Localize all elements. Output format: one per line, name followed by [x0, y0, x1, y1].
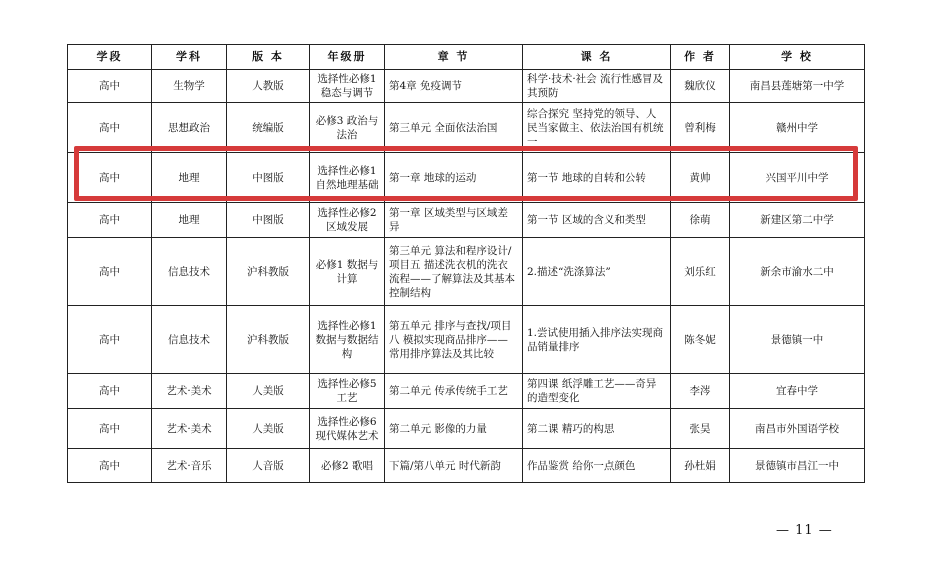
cell-stage: 高中	[68, 409, 152, 449]
cell-lesson: 科学·技术·社会 流行性感冒及其预防	[523, 70, 671, 103]
course-table	[67, 44, 865, 483]
table-row	[68, 306, 865, 374]
cell-volume: 选择性必修1稳态与调节	[310, 70, 385, 103]
cell-school: 新建区第二中学	[730, 203, 865, 238]
cell-author: 黄帅	[671, 153, 730, 203]
cell-stage: 高中	[68, 306, 152, 374]
cell-subject: 地理	[152, 203, 227, 238]
cell-subject: 信息技术	[152, 238, 227, 306]
cell-edition: 统编版	[227, 103, 310, 153]
cell-chapter: 下篇/第八单元 时代新韵	[385, 449, 523, 483]
cell-author: 张昊	[671, 409, 730, 449]
header-banben: 版 本	[227, 45, 310, 70]
cell-stage: 高中	[68, 153, 152, 203]
table-row-highlighted	[68, 153, 865, 203]
cell-author: 孙杜娟	[671, 449, 730, 483]
cell-volume: 选择性必修5 工艺	[310, 374, 385, 409]
table-row	[68, 238, 865, 306]
cell-school: 宜春中学	[730, 374, 865, 409]
cell-volume: 必修1 数据与计算	[310, 238, 385, 306]
cell-lesson: 综合探究 坚持党的领导、人民当家做主、依法治国有机统一	[527, 107, 664, 148]
cell-chapter: 第一章 区域类型与区域差异	[385, 203, 523, 238]
table-row	[68, 103, 865, 153]
cell-school: 新余市渝水二中	[730, 238, 865, 306]
page-number: — 11 —	[776, 523, 833, 538]
cell-chapter: 第三单元 算法和程序设计/项目五 描述洗衣机的洗衣流程——了解算法及其基本控制结构	[385, 238, 523, 306]
cell-stage: 高中	[68, 103, 152, 153]
table-header-row	[68, 45, 865, 70]
cell-edition: 人美版	[227, 374, 310, 409]
cell-chapter: 第五单元 排序与查找/项目八 模拟实现商品排序——常用排序算法及其比较	[385, 306, 523, 374]
cell-stage: 高中	[68, 449, 152, 483]
cell-edition: 中图版	[227, 153, 310, 203]
cell-school: 南昌县莲塘第一中学	[730, 70, 865, 103]
header-keming: 课 名	[523, 45, 671, 70]
cell-author: 刘乐红	[671, 238, 730, 306]
cell-author: 曾利梅	[671, 103, 730, 153]
cell-subject: 生物学	[152, 70, 227, 103]
cell-volume: 选择性必修1 数据与数据结构	[310, 306, 385, 374]
cell-edition: 中图版	[227, 203, 310, 238]
cell-edition: 沪科教版	[227, 306, 310, 374]
cell-lesson: 作品鉴赏 给你一点颜色	[523, 449, 671, 483]
cell-author: 魏欣仪	[671, 70, 730, 103]
cell-volume: 必修2 歌唱	[310, 449, 385, 483]
cell-school: 赣州中学	[730, 103, 865, 153]
header-xueke: 学科	[152, 45, 227, 70]
cell-volume-wrap	[310, 153, 385, 203]
cell-lesson: 第二课 精巧的构思	[523, 409, 671, 449]
cell-chapter: 第一章 地球的运动	[385, 153, 523, 203]
cell-lesson: 第四课 纸浮雕工艺——奇异的造型变化	[523, 374, 671, 409]
cell-edition: 人音版	[227, 449, 310, 483]
cell-volume: 必修3 政治与法治	[310, 103, 385, 153]
cell-lesson: 1.尝试使用插入排序法实现商品销量排序	[523, 306, 671, 374]
cell-volume: 选择性必修6 现代媒体艺术	[310, 409, 385, 449]
cell-chapter: 第二单元 传承传统手工艺	[385, 374, 523, 409]
cell-stage: 高中	[68, 374, 152, 409]
cell-stage: 高中	[68, 203, 152, 238]
cell-subject: 地理	[152, 153, 227, 203]
table-row	[68, 374, 865, 409]
cell-chapter: 第二单元 影像的力量	[385, 409, 523, 449]
cell-author: 徐萌	[671, 203, 730, 238]
cell-stage: 高中	[68, 70, 152, 103]
cell-chapter: 第三单元 全面依法治国	[385, 103, 523, 153]
header-zuozhe: 作 者	[671, 45, 730, 70]
cell-edition: 人美版	[227, 409, 310, 449]
cell-school: 兴国平川中学	[730, 153, 865, 203]
cell-stage: 高中	[68, 238, 152, 306]
cell-subject: 艺术·美术	[152, 409, 227, 449]
cell-chapter: 第4章 免疫调节	[385, 70, 523, 103]
cell-subject: 艺术·美术	[152, 374, 227, 409]
table-row	[68, 203, 865, 238]
cell-edition: 沪科教版	[227, 238, 310, 306]
header-xueduan: 学段	[68, 45, 152, 70]
cell-school: 景德镇市昌江一中	[730, 449, 865, 483]
cell-edition: 人教版	[227, 70, 310, 103]
cell-author: 陈冬妮	[671, 306, 730, 374]
cell-lesson: 第一节 地球的自转和公转	[523, 153, 671, 203]
cell-school: 景德镇一中	[730, 306, 865, 374]
cell-subject: 思想政治	[152, 103, 227, 153]
cell-volume: 选择性必修2 区域发展	[310, 203, 385, 238]
cell-lesson-wrap	[523, 103, 671, 153]
table-row	[68, 449, 865, 483]
cell-author: 李涔	[671, 374, 730, 409]
cell-lesson: 第一节 区域的含义和类型	[523, 203, 671, 238]
table-row	[68, 409, 865, 449]
cell-school: 南昌市外国语学校	[730, 409, 865, 449]
cell-subject: 信息技术	[152, 306, 227, 374]
cell-lesson: 2.描述“洗涤算法”	[523, 238, 671, 306]
cell-subject: 艺术·音乐	[152, 449, 227, 483]
table-row	[68, 70, 865, 103]
header-xuexiao: 学 校	[730, 45, 865, 70]
cell-volume: 选择性必修1 自然地理基础	[315, 164, 379, 191]
header-zhangjie: 章 节	[385, 45, 523, 70]
header-nianjice: 年级册	[310, 45, 385, 70]
